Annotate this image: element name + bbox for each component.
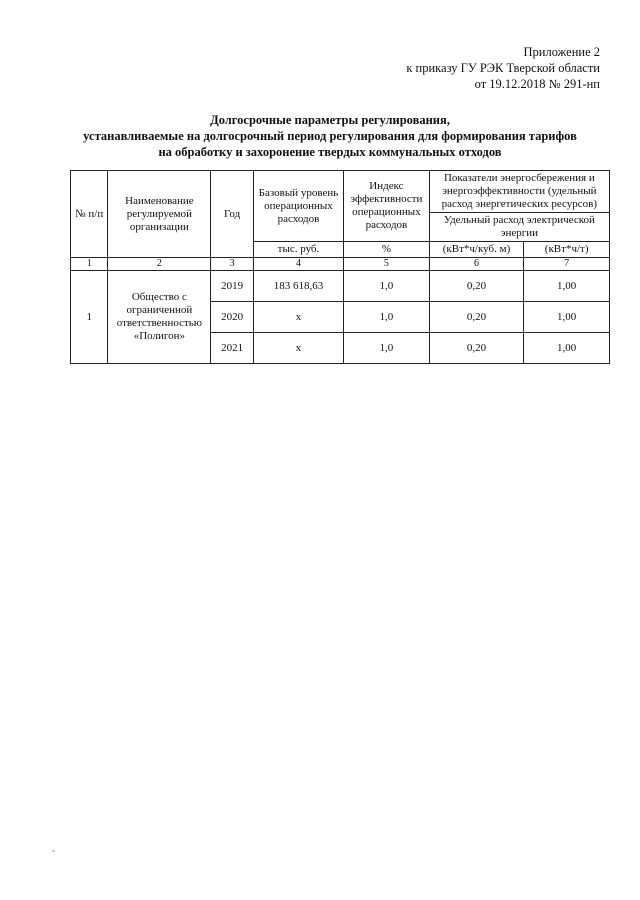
document-header xyxy=(406,44,600,92)
appendix-label: Приложение 2 xyxy=(523,45,600,59)
org-number: 1 xyxy=(71,271,108,364)
cell-specific-m3: 0,20 xyxy=(429,302,524,333)
cell-specific-m3: 0,20 xyxy=(429,333,524,364)
scan-artifact xyxy=(52,850,55,852)
cell-year: 2020 xyxy=(211,302,253,333)
unit-per-ton: (кВт*ч/т) xyxy=(524,242,610,258)
cell-specific-t: 1,00 xyxy=(524,271,610,302)
header-number: № п/п xyxy=(71,171,108,258)
document-title xyxy=(60,112,600,160)
table-row xyxy=(71,271,610,302)
cell-base-level: x xyxy=(253,302,343,333)
cell-year: 2021 xyxy=(211,333,253,364)
cell-efficiency-index: 1,0 xyxy=(344,271,430,302)
cell-specific-t: 1,00 xyxy=(524,302,610,333)
header-year: Год xyxy=(211,171,253,258)
column-number: 7 xyxy=(524,258,610,271)
org-name: Общество с ограниченной ответственностью «Полигон» xyxy=(108,271,211,364)
cell-base-level: 183 618,63 xyxy=(253,271,343,302)
column-number: 1 xyxy=(71,258,108,271)
column-number: 2 xyxy=(108,258,211,271)
table-header-row xyxy=(71,171,610,213)
unit-efficiency-index: % xyxy=(344,242,430,258)
order-date-number: от 19.12.2018 № 291-нп xyxy=(474,77,600,91)
regulation-parameters-table xyxy=(70,170,610,364)
cell-specific-m3: 0,20 xyxy=(429,271,524,302)
header-organization: Наименование регулируемой организации xyxy=(108,171,211,258)
header-electric-energy: Удельный расход электрической энергии xyxy=(429,213,609,242)
cell-efficiency-index: 1,0 xyxy=(344,333,430,364)
column-number: 4 xyxy=(253,258,343,271)
title-line-1: Долгосрочные параметры регулирования, xyxy=(210,113,450,127)
header-efficiency-index: Индекс эффективности операционных расходов xyxy=(344,171,430,242)
cell-year: 2019 xyxy=(211,271,253,302)
header-energy-group: Показатели энергосбережения и энергоэффективности (удельный расход энергетических ресурсов) xyxy=(429,171,609,213)
unit-per-m3: (кВт*ч/куб. м) xyxy=(429,242,524,258)
column-number: 3 xyxy=(211,258,253,271)
cell-efficiency-index: 1,0 xyxy=(344,302,430,333)
title-line-2: устанавливаемые на долгосрочный период регулирования для формирования тарифов xyxy=(83,129,577,143)
cell-base-level: x xyxy=(253,333,343,364)
order-reference: к приказу ГУ РЭК Тверской области xyxy=(406,61,600,75)
column-number: 6 xyxy=(429,258,524,271)
unit-base-level: тыс. руб. xyxy=(253,242,343,258)
cell-specific-t: 1,00 xyxy=(524,333,610,364)
column-number-row xyxy=(71,258,610,271)
column-number: 5 xyxy=(344,258,430,271)
header-base-level: Базовый уровень операционных расходов xyxy=(253,171,343,242)
title-line-3: на обработку и захоронение твердых коммунальных отходов xyxy=(158,145,502,159)
